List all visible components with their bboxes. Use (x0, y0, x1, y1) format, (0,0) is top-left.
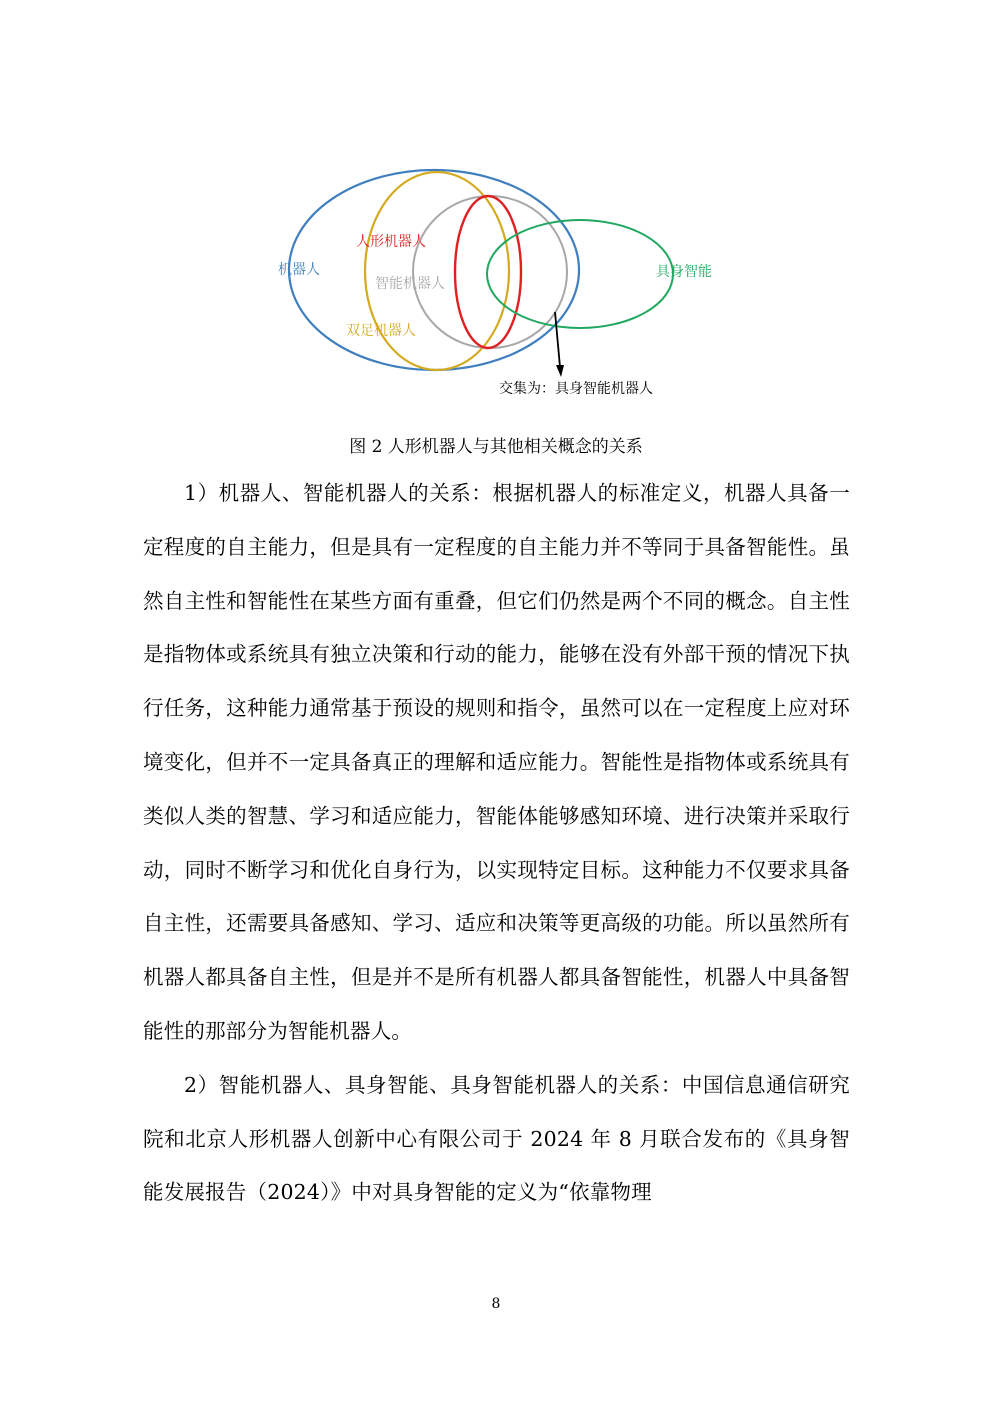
intersection-label: 交集为：具身智能机器人 (499, 381, 653, 397)
figure-caption: 图 2 人形机器人与其他相关概念的关系 (349, 437, 643, 457)
page-number: 8 (491, 1296, 501, 1312)
concept-relationship-diagram (270, 165, 730, 405)
humanoid-robot-label: 人形机器人 (356, 234, 426, 250)
intersection-arrow-head (556, 365, 564, 377)
body-text (143, 467, 850, 1220)
biped-robot-label: 双足机器人 (346, 323, 416, 339)
embodied-intelligence-ellipse (487, 220, 673, 328)
robot-label: 机器人 (278, 262, 320, 278)
paragraph-2: 2）智能机器人、具身智能、具身智能机器人的关系：中国信息通信研究院和北京人形机器人创新中心有限公司于 2024 年 8 月联合发布的《具身智能发展报告（2024）》中对具身智能的定义为“依靠物理 (143, 1072, 850, 1205)
paragraph-1: 1）机器人、智能机器人的关系：根据机器人的标准定义，机器人具备一定程度的自主能力，但是具有一定程度的自主能力并不等同于具备智能性。虽然自主性和智能性在某些方面有重叠，但它们仍然是两个不同的概念。自主性是指物体或系统具有独立决策和行动的能力，能够在没有外部干预的情况下执行任务，这种能力通常基于预设的规则和指令，虽然可以在一定程度上应对环境变化，但并不一定具备真正的理解和适应能力。智能性是指物体或系统具有类似人类的智慧、学习和适应能力，智能体能够感知环境、进行决策并采取行动，同时不断学习和优化自身行为，以实现特定目标。这种能力不仅要求具备自主性，还需要具备感知、学习、适应和决策等更高级的功能。所以虽然所有机器人都具备自主性，但是并不是所有机器人都具备智能性，机器人中具备智能性的那部分为智能机器人。 (143, 481, 850, 1043)
intelligent-robot-label: 智能机器人 (375, 276, 445, 292)
robot-ellipse (289, 170, 579, 370)
intelligent-robot-ellipse (413, 196, 567, 348)
embodied-intelligence-label: 具身智能 (656, 264, 712, 280)
